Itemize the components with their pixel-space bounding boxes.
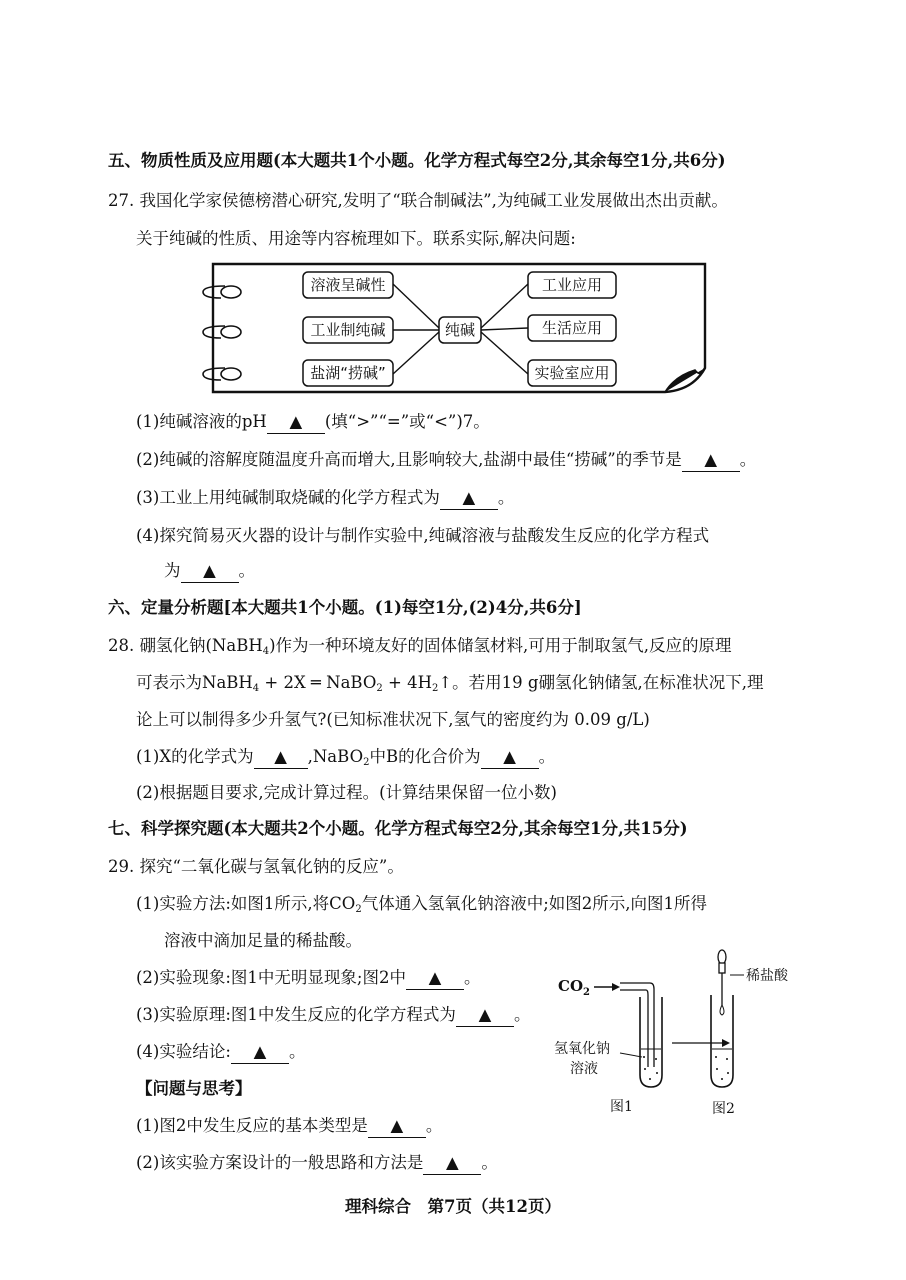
answer-blank[interactable]: ▲ bbox=[456, 1004, 514, 1027]
section-6-heading: 六、定量分析题[本大题共1个小题。(1)每空1分,(2)4分,共6分] bbox=[108, 598, 582, 617]
section-7-heading: 七、科学探究题(本大题共2个小题。化学方程式每空2分,其余每空1分,共15分) bbox=[108, 819, 688, 838]
q29-part1: (1)实验方法:如图1所示,将$CO_2$气体通入氢氧化钠溶液中;如图2所示,向图1所得 bbox=[136, 894, 708, 915]
answer-blank[interactable]: ▲ bbox=[368, 1115, 426, 1138]
solution-label-1: 氢氧化钠 bbox=[554, 1041, 610, 1057]
think-part1: (1)图2中发生反应的基本类型是 ▲ 。 bbox=[136, 1115, 442, 1138]
node-daily-use-label: 生活应用 bbox=[541, 319, 603, 337]
q28-part1: (1)X的化学式为 ▲ ,NaBO$_2$中B的化合价为 ▲ 。 bbox=[136, 747, 556, 768]
test-tube-1 bbox=[640, 997, 662, 1087]
answer-blank[interactable]: ▲ bbox=[254, 746, 308, 769]
q27-part4: (4)探究简易灭火器的设计与制作实验中,纯碱溶液与盐酸发生反应的化学方程式 bbox=[136, 526, 710, 545]
section-5-heading: 五、物质性质及应用题(本大题共1个小题。化学方程式每空2分,其余每空1分,共6分) bbox=[108, 151, 726, 170]
co2-label: $CO_2$ bbox=[558, 977, 590, 998]
q27-intro-line1: 27. 我国化学家侯德榜潜心研究,发明了“联合制碱法”,为纯碱工业发展做出杰出贡献。 bbox=[108, 191, 728, 210]
q28-line2: 可表示为NaBH$_4$ + 2X ═ NaBO$_2$ + $4H_2↑$。若用19 g硼氢化钠储氢,在标准状况下,理 bbox=[136, 673, 764, 694]
answer-blank[interactable]: ▲ bbox=[423, 1152, 481, 1175]
q27-part3: (3)工业上用纯碱制取烧碱的化学方程式为 ▲ 。 bbox=[136, 487, 514, 510]
q27-part4-cont: 为 ▲ 。 bbox=[164, 560, 255, 583]
acid-label: 稀盐酸 bbox=[746, 968, 788, 984]
node-alkaline-solution-label: 溶液呈碱性 bbox=[310, 276, 386, 294]
q28-part2: (2)根据题目要求,完成计算过程。(计算结果保留一位小数) bbox=[136, 783, 557, 802]
q29-part1-cont: 溶液中滴加足量的稀盐酸。 bbox=[164, 931, 362, 950]
node-industrial-production-label: 工业制纯碱 bbox=[310, 321, 386, 339]
experiment-figure bbox=[550, 945, 810, 1125]
q28-line3: 论上可以制得多少升氢气?(已知标准状况下,氢气的密度约为 0.09 g/L) bbox=[136, 710, 650, 729]
q29-title: 29. 探究“二氧化碳与氢氧化钠的反应”。 bbox=[108, 857, 404, 876]
answer-blank[interactable]: ▲ bbox=[481, 746, 539, 769]
q27-part1: (1)纯碱溶液的pH ▲ (填“>”“=”或“<”)7。 bbox=[136, 411, 490, 434]
solution-label-2: 溶液 bbox=[570, 1061, 598, 1077]
q27-intro-line2: 关于纯碱的性质、用途等内容梳理如下。联系实际,解决问题: bbox=[136, 229, 576, 248]
think-part2: (2)该实验方案设计的一般思路和方法是 ▲ 。 bbox=[136, 1152, 498, 1175]
answer-blank[interactable]: ▲ bbox=[267, 411, 325, 434]
node-lab-use-label: 实验室应用 bbox=[534, 364, 610, 382]
answer-blank[interactable]: ▲ bbox=[440, 487, 498, 510]
node-industrial-use-label: 工业应用 bbox=[541, 276, 603, 294]
node-center-label: 纯碱 bbox=[444, 321, 476, 339]
fig1-caption: 图1 bbox=[610, 1099, 633, 1115]
answer-blank[interactable]: ▲ bbox=[406, 967, 464, 990]
think-heading: 【问题与思考】 bbox=[136, 1079, 252, 1098]
q28-line1: 28. 硼氢化钠(NaBH$_4$)作为一种环境友好的固体储氢材料,可用于制取氢气,反应的原理 bbox=[108, 636, 732, 657]
sodium-carbonate-mindmap bbox=[195, 258, 715, 398]
node-salt-lake-label: 盐湖“捞碱” bbox=[310, 364, 386, 382]
fig2-caption: 图2 bbox=[712, 1101, 735, 1117]
page-footer: 理科综合 第7页（共12页） bbox=[345, 1197, 561, 1216]
answer-blank[interactable]: ▲ bbox=[231, 1041, 289, 1064]
answer-blank[interactable]: ▲ bbox=[181, 560, 239, 583]
q29-part2: (2)实验现象:图1中无明显现象;图2中 ▲ 。 bbox=[136, 967, 481, 990]
answer-blank[interactable]: ▲ bbox=[682, 449, 740, 472]
dropper-icon bbox=[718, 950, 726, 1005]
q27-part2: (2)纯碱的溶解度随温度升高而增大,且影响较大,盐湖中最佳“捞碱”的季节是 ▲ 。 bbox=[136, 449, 756, 472]
q29-part4: (4)实验结论: ▲ 。 bbox=[136, 1041, 305, 1064]
q29-part3: (3)实验原理:图1中发生反应的化学方程式为 ▲ 。 bbox=[136, 1004, 530, 1027]
